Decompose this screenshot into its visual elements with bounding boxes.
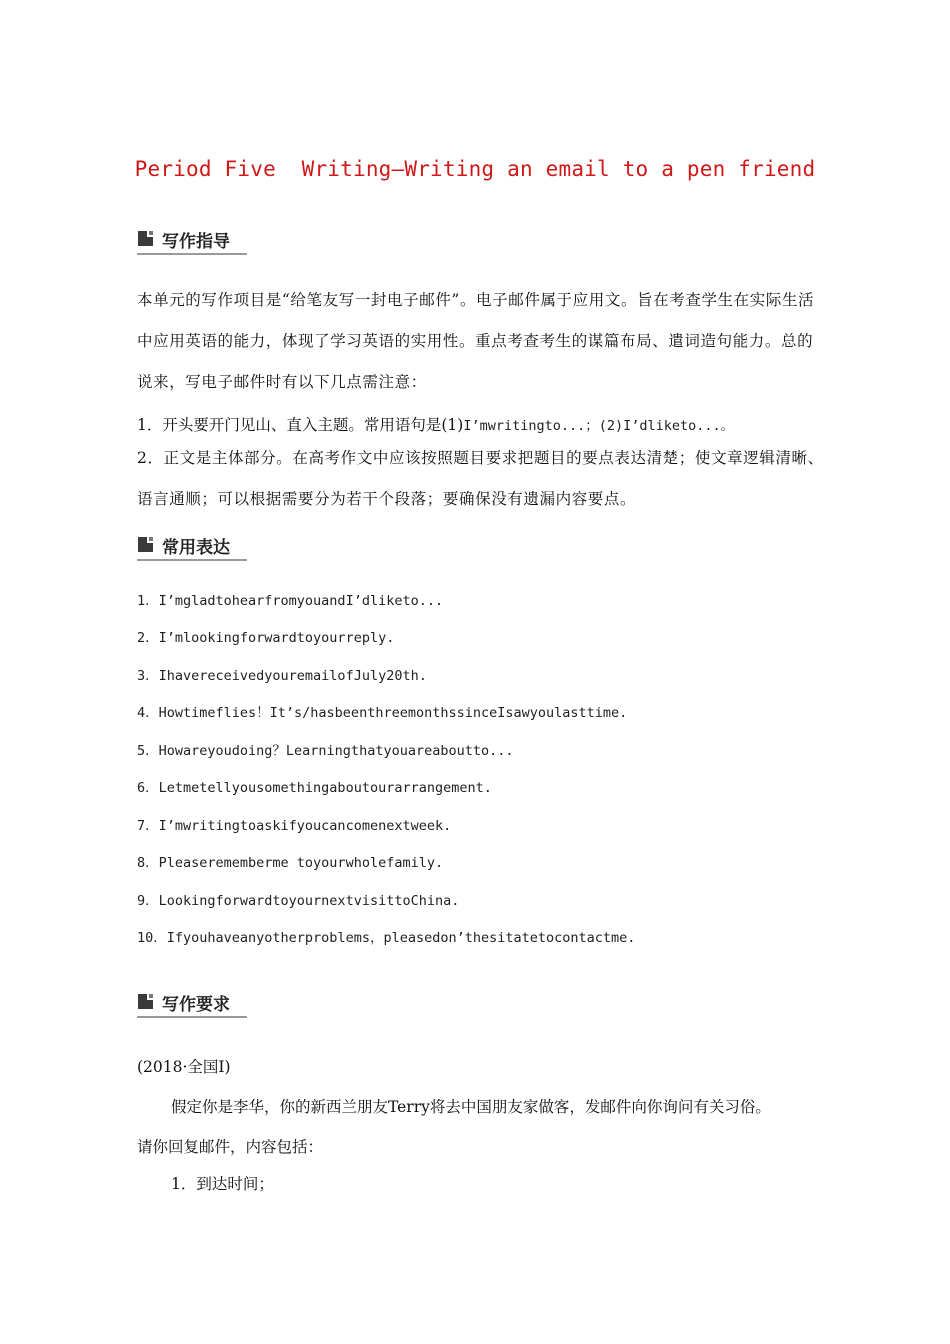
guide-point-1-phrases: I’mwritingto...；(2)I’dliketo...。	[463, 418, 735, 434]
section-square-icon	[138, 231, 153, 246]
expression-item: 4．Howtimeflies！It’s/hasbeenthreemonthssinceIsawyoulasttime.	[137, 705, 628, 721]
expression-item: 1．I’mgladtohearfromyouandI’dliketo...	[137, 593, 444, 609]
expression-item: 10．Ifyouhaveanyotherproblems，pleasedon’thesitatetocontactme.	[137, 930, 636, 946]
section-label: 写作指导	[162, 232, 230, 252]
expression-item: 3．IhavereceivedyouremailofJuly20th.	[137, 668, 427, 684]
expression-item: 9．LookingforwardtoyournextvisittoChina.	[137, 893, 460, 909]
expression-item: 2．I’mlookingforwardtoyourreply.	[137, 630, 395, 646]
section-header-writing-requirements	[137, 988, 247, 1018]
section-label: 写作要求	[162, 995, 230, 1015]
guide-point-1	[137, 413, 734, 435]
expression-item: 5．Howareyoudoing？Learningthatyouareaboutto...	[137, 743, 514, 759]
section-header-writing-guide	[137, 225, 247, 255]
section-header-common-expressions	[137, 531, 247, 561]
requirements-source: (2018·全国Ⅰ)	[137, 1058, 231, 1076]
expression-item: 7．I’mwritingtoaskifyoucancomenextweek.	[137, 818, 452, 834]
expression-item: 8．Pleaserememberme toyourwholefamily.	[137, 855, 444, 871]
section-square-icon	[138, 537, 153, 552]
requirements-task-line-2: 请你回复邮件，内容包括：	[137, 1138, 324, 1156]
guide-intro-paragraph: 本单元的写作项目是“给笔友写一封电子邮件”。电子邮件属于应用文。旨在考查学生在实际生活中应用英语的能力，体现了学习英语的实用性。重点考查考生的谋篇布局、遣词造句能力。总的说来，写电子邮件时有以下几点需注意：	[137, 291, 815, 391]
guide-point-1-text: 1．开头要开门见山、直入主题。常用语句是(1)	[137, 416, 464, 434]
page-title: Period Five Writing—Writing an email to a pen friend	[134, 157, 816, 181]
guide-point-2: 2．正文是主体部分。在高考作文中应该按照题目要求把题目的要点表达清楚；使文章逻辑清晰、语言通顺；可以根据需要分为若干个段落；要确保没有遗漏内容要点。	[137, 449, 824, 508]
requirements-task-line-1: 假定你是李华，你的新西兰朋友Terry将去中国朋友家做客，发邮件向你询问有关习俗。	[171, 1098, 771, 1116]
expression-item: 6．Letmetellyousomethingaboutourarrangement.	[137, 780, 492, 796]
section-square-icon	[138, 994, 153, 1009]
requirements-item-1: 1．到达时间；	[171, 1175, 274, 1193]
section-label: 常用表达	[162, 538, 230, 558]
